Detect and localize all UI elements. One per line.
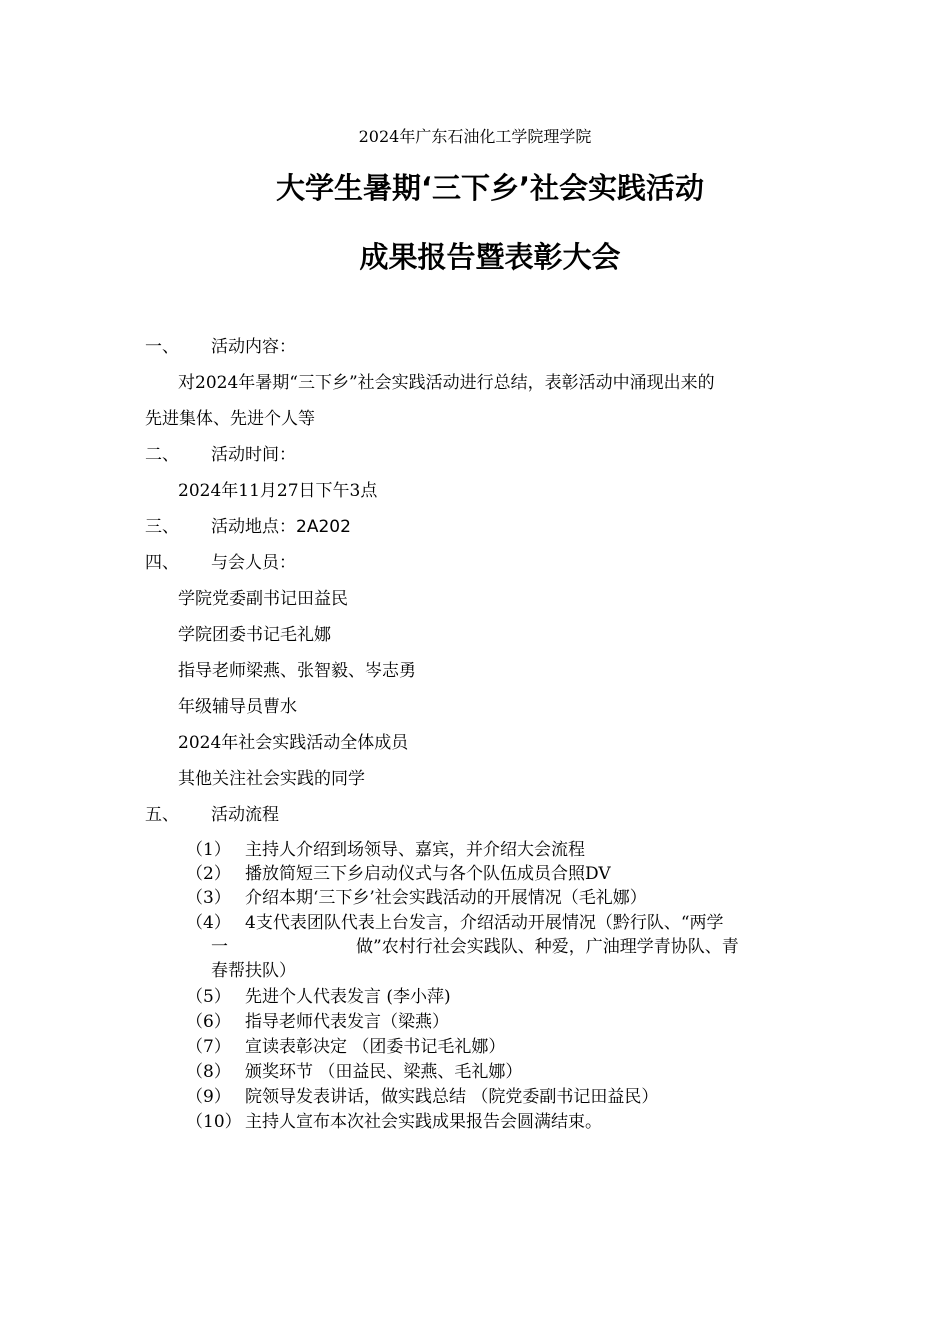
step-number: （7） xyxy=(186,1037,231,1057)
step-text-continuation: 春帮扶队） xyxy=(211,961,296,981)
step-text: 院领导发表讲话，做实践总结 （院党委副书记田益民） xyxy=(245,1087,659,1107)
step-text: 4支代表团队代表上台发言，介绍活动开展情况（黔行队、“两学 xyxy=(245,913,724,933)
section-title: 与会人员： xyxy=(211,553,296,573)
step-number: （4） xyxy=(186,913,231,933)
attendee-item: 年级辅导员曹水 xyxy=(178,697,297,717)
step-text: 主持人宣布本次社会实践成果报告会圆满结束。 xyxy=(245,1112,602,1132)
step-number: （6） xyxy=(186,1012,231,1032)
step-number: （5） xyxy=(186,987,231,1007)
attendee-item: 其他关注社会实践的同学 xyxy=(178,769,365,789)
step-number: （9） xyxy=(186,1087,231,1107)
section-number: 二、 xyxy=(145,445,179,465)
step-number: （10） xyxy=(186,1112,242,1132)
attendee-item: 2024年社会实践活动全体成员 xyxy=(178,733,409,753)
step-text: 主持人介绍到场领导、嘉宾，并介绍大会流程 xyxy=(245,840,585,860)
section-title: 活动流程 xyxy=(211,805,279,825)
content-paragraph-line2: 先进集体、先进个人等 xyxy=(145,409,315,429)
section-number: 三、 xyxy=(145,517,179,537)
section-title: 活动内容： xyxy=(211,337,296,357)
step-text: 指导老师代表发言（梁燕） xyxy=(245,1012,449,1032)
content-paragraph-line1: 对2024年暑期“三下乡”社会实践活动进行总结，表彰活动中涌现出来的 xyxy=(178,373,715,393)
step-text: 播放简短三下乡启动仪式与各个队伍成员合照DV xyxy=(245,864,611,884)
attendee-item: 学院党委副书记田益民 xyxy=(178,589,348,609)
step-text: 先进个人代表发言 (李小萍) xyxy=(245,987,451,1007)
step-number: （3） xyxy=(186,888,231,908)
step-number: （1） xyxy=(186,840,231,860)
time-value: 2024年11月27日下午3点 xyxy=(178,481,378,501)
document-title-line2: 成果报告暨表彰大会 xyxy=(359,240,621,274)
step-text-continuation: 做”农村行社会实践队、种爱，广油理学青协队、青 xyxy=(356,937,739,957)
section-title: 活动时间： xyxy=(211,445,296,465)
step-number: （2） xyxy=(186,864,231,884)
step-number: （8） xyxy=(186,1062,231,1082)
attendee-item: 指导老师梁燕、张智毅、岑志勇 xyxy=(178,661,416,681)
step-text: 宣读表彰决定 （团委书记毛礼娜） xyxy=(245,1037,506,1057)
step-text-continuation: 一 xyxy=(211,937,228,957)
document-title-line1: 大学生暑期‘三下乡’社会实践活动 xyxy=(275,171,705,205)
section-number: 一、 xyxy=(145,337,179,357)
document-subtitle: 2024年广东石油化工学院理学院 xyxy=(358,127,592,146)
attendee-item: 学院团委书记毛礼娜 xyxy=(178,625,331,645)
step-text: 颁奖环节 （田益民、梁燕、毛礼娜） xyxy=(245,1062,523,1082)
section-number: 五、 xyxy=(145,805,179,825)
section-title: 活动地点：2A202 xyxy=(211,517,351,537)
section-number: 四、 xyxy=(145,553,179,573)
step-text: 介绍本期‘三下乡’社会实践活动的开展情况（毛礼娜） xyxy=(245,888,647,908)
